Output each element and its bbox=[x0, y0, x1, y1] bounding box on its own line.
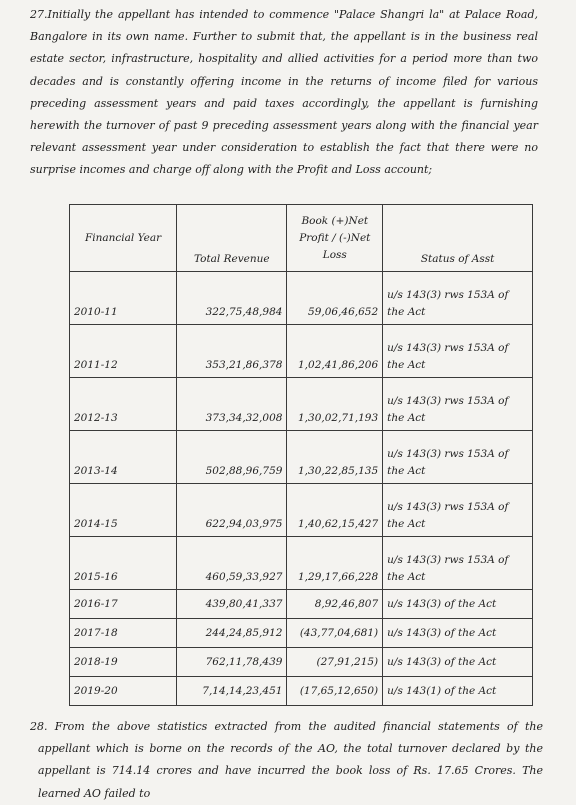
cell-profit-loss: 1,30,02,71,193 bbox=[287, 378, 383, 431]
cell-year: 2013-14 bbox=[70, 431, 177, 484]
cell-year: 2010-11 bbox=[70, 272, 177, 325]
cell-profit-loss: 1,40,62,15,427 bbox=[287, 484, 383, 537]
cell-profit-loss: 1,02,41,86,206 bbox=[287, 325, 383, 378]
cell-revenue: 353,21,86,378 bbox=[177, 325, 287, 378]
table-row bbox=[70, 648, 533, 677]
table-row bbox=[70, 484, 533, 537]
cell-year: 2019-20 bbox=[70, 677, 177, 706]
table-row bbox=[70, 272, 533, 325]
cell-status: u/s 143(3) of the Act bbox=[383, 619, 533, 648]
header-financial-year: Financial Year bbox=[70, 205, 177, 272]
cell-year: 2012-13 bbox=[70, 378, 177, 431]
turnover-table bbox=[69, 204, 533, 706]
table-row bbox=[70, 537, 533, 590]
cell-year: 2016-17 bbox=[70, 590, 177, 619]
table-row bbox=[70, 677, 533, 706]
cell-revenue: 460,59,33,927 bbox=[177, 537, 287, 590]
header-profit-loss: Book (+)Net Profit / (-)Net Loss bbox=[287, 205, 383, 272]
cell-year: 2018-19 bbox=[70, 648, 177, 677]
cell-status: u/s 143(3) of the Act bbox=[383, 590, 533, 619]
cell-profit-loss: (27,91,215) bbox=[287, 648, 383, 677]
cell-revenue: 322,75,48,984 bbox=[177, 272, 287, 325]
cell-status: u/s 143(3) rws 153A of the Act bbox=[383, 431, 533, 484]
cell-revenue: 502,88,96,759 bbox=[177, 431, 287, 484]
cell-status: u/s 143(3) rws 153A of the Act bbox=[383, 537, 533, 590]
cell-status: u/s 143(1) of the Act bbox=[383, 677, 533, 706]
paragraph-27: 27.Initially the appellant has intended to commence "Palace Shangri la" at Palace Road, Bangalore in its own name. Further to submit that, the appellant is in the business real estate sector, infrastructure, hospitality and allied activities for a period more than two decades and is constantly offering income in the returns of income filed for various preceding assessment years and paid taxes accordingly, the appellant is furnishing herewith the turnover of past 9 preceding assessment years along with the financial year relevant assessment year under consideration to establish the fact that there were no surprise incomes and charge off along with the Profit and Loss account; bbox=[30, 8, 538, 177]
table-row bbox=[70, 619, 533, 648]
cell-revenue: 244,24,85,912 bbox=[177, 619, 287, 648]
cell-status: u/s 143(3) of the Act bbox=[383, 648, 533, 677]
cell-profit-loss: 1,30,22,85,135 bbox=[287, 431, 383, 484]
cell-profit-loss: 8,92,46,807 bbox=[287, 590, 383, 619]
cell-year: 2014-15 bbox=[70, 484, 177, 537]
cell-revenue: 622,94,03,975 bbox=[177, 484, 287, 537]
cell-revenue: 762,11,78,439 bbox=[177, 648, 287, 677]
cell-profit-loss: (17,65,12,650) bbox=[287, 677, 383, 706]
cell-profit-loss: (43,77,04,681) bbox=[287, 619, 383, 648]
table-row bbox=[70, 431, 533, 484]
cell-year: 2015-16 bbox=[70, 537, 177, 590]
cell-status: u/s 143(3) rws 153A of the Act bbox=[383, 325, 533, 378]
cell-status: u/s 143(3) rws 153A of the Act bbox=[383, 378, 533, 431]
header-status-of-asst: Status of Asst bbox=[383, 205, 533, 272]
cell-status: u/s 143(3) rws 153A of the Act bbox=[383, 484, 533, 537]
cell-status: u/s 143(3) rws 153A of the Act bbox=[383, 272, 533, 325]
header-total-revenue: Total Revenue bbox=[177, 205, 287, 272]
cell-year: 2017-18 bbox=[70, 619, 177, 648]
cell-revenue: 373,34,32,008 bbox=[177, 378, 287, 431]
table-row bbox=[70, 378, 533, 431]
table-row bbox=[70, 590, 533, 619]
cell-revenue: 439,80,41,337 bbox=[177, 590, 287, 619]
cell-revenue: 7,14,14,23,451 bbox=[177, 677, 287, 706]
table-header-row bbox=[70, 205, 533, 272]
table-row bbox=[70, 325, 533, 378]
cell-profit-loss: 1,29,17,66,228 bbox=[287, 537, 383, 590]
cell-year: 2011-12 bbox=[70, 325, 177, 378]
cell-profit-loss: 59,06,46,652 bbox=[287, 272, 383, 325]
paragraph-28: 28. From the above statistics extracted from the audited financial statements of the appellant which is borne on the records of the AO, the total turnover declared by the appellant is 714.14 crores and have incurred the book loss of Rs. 17.65 Crores. The learned AO failed to bbox=[30, 720, 543, 800]
